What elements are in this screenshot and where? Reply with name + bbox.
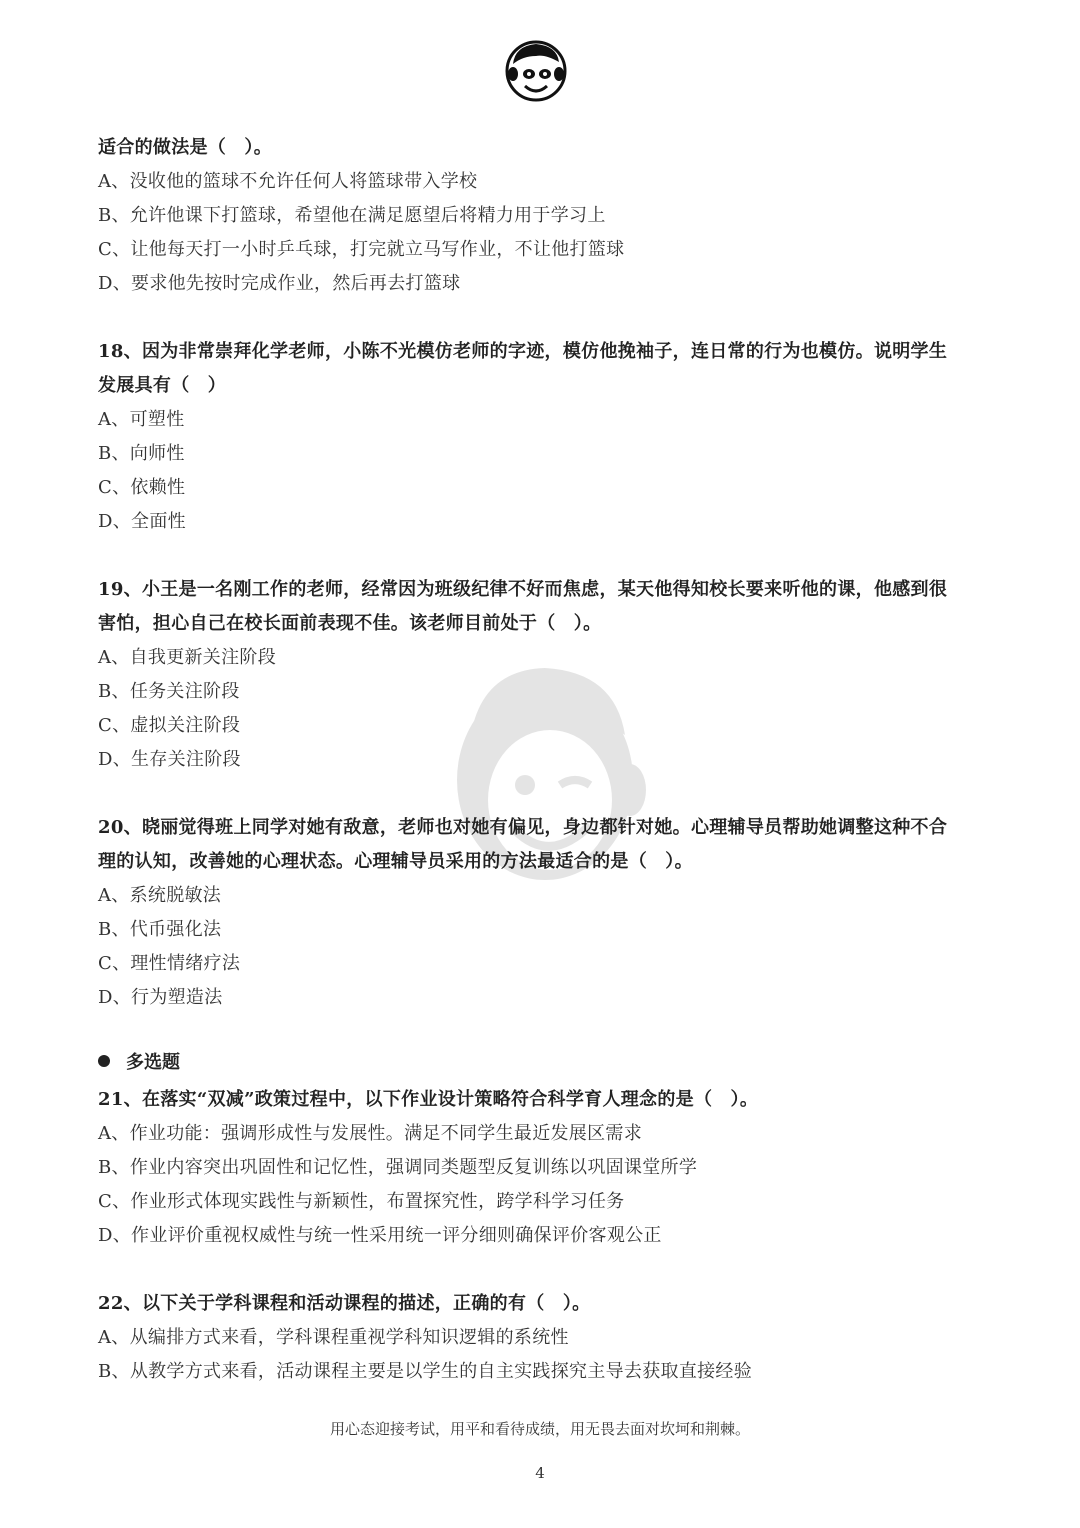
question-19-stem-line-1: 19、小王是一名刚工作的老师，经常因为班级纪律不好而焦虑，某天他得知校长要来听他的课，他感到很 bbox=[98, 579, 948, 600]
question-17-option-a: A、没收他的篮球不允许任何人将篮球带入学校 bbox=[98, 171, 478, 192]
monkey-mascot-icon bbox=[505, 40, 567, 102]
question-17-stem: 适合的做法是（ ）。 bbox=[98, 137, 272, 158]
question-19-option-a: A、自我更新关注阶段 bbox=[98, 647, 276, 668]
question-22-stem: 22、以下关于学科课程和活动课程的描述，正确的有（ ）。 bbox=[98, 1293, 591, 1314]
question-17-option-d: D、要求他先按时完成作业，然后再去打篮球 bbox=[98, 273, 461, 294]
question-20-option-c: C、理性情绪疗法 bbox=[98, 953, 241, 974]
question-19-option-b: B、任务关注阶段 bbox=[98, 681, 240, 702]
question-17-option-b: B、允许他课下打篮球，希望他在满足愿望后将精力用于学习上 bbox=[98, 205, 606, 226]
page-number: 4 bbox=[535, 1464, 545, 1482]
question-19-option-c: C、虚拟关注阶段 bbox=[98, 715, 241, 736]
question-18-option-c: C、依赖性 bbox=[98, 477, 186, 498]
question-20-option-d: D、行为塑造法 bbox=[98, 987, 223, 1008]
question-19-stem-line-2: 害怕，担心自己在校长面前表现不佳。该老师目前处于（ ）。 bbox=[98, 613, 602, 634]
question-19-option-d: D、生存关注阶段 bbox=[98, 749, 241, 770]
question-18-option-d: D、全面性 bbox=[98, 511, 186, 532]
question-21-option-d: D、作业评价重视权威性与统一性采用统一评分细则确保评价客观公正 bbox=[98, 1225, 662, 1246]
question-21-stem: 21、在落实“双减”政策过程中，以下作业设计策略符合科学育人理念的是（ ）。 bbox=[98, 1089, 759, 1110]
question-18-stem-line-1: 18、因为非常崇拜化学老师，小陈不光模仿老师的字迹，模仿他挽袖子，连日常的行为也模仿。说明学生 bbox=[98, 341, 948, 362]
question-20-option-b: B、代币强化法 bbox=[98, 919, 222, 940]
bullet-icon bbox=[98, 1055, 110, 1067]
section-title: 多选题 bbox=[126, 1052, 180, 1073]
question-22-option-a: A、从编排方式来看，学科课程重视学科知识逻辑的系统性 bbox=[98, 1327, 569, 1348]
question-21-option-a: A、作业功能：强调形成性与发展性。满足不同学生最近发展区需求 bbox=[98, 1123, 642, 1144]
question-18-stem-line-2: 发展具有（ ） bbox=[98, 375, 227, 396]
question-21-option-c: C、作业形式体现实践性与新颖性，布置探究性，跨学科学习任务 bbox=[98, 1191, 625, 1212]
question-17-option-c: C、让他每天打一小时乒乓球，打完就立马写作业，不让他打篮球 bbox=[98, 239, 625, 260]
question-21-option-b: B、作业内容突出巩固性和记忆性，强调同类题型反复训练以巩固课堂所学 bbox=[98, 1157, 698, 1178]
question-22-option-b: B、从教学方式来看，活动课程主要是以学生的自主实践探究主导去获取直接经验 bbox=[98, 1361, 753, 1382]
question-20-stem-line-2: 理的认知，改善她的心理状态。心理辅导员采用的方法最适合的是（ ）。 bbox=[98, 851, 693, 872]
question-18-option-b: B、向师性 bbox=[98, 443, 185, 464]
question-18-option-a: A、可塑性 bbox=[98, 409, 185, 430]
question-20-stem-line-1: 20、晓丽觉得班上同学对她有敌意，老师也对她有偏见，身边都针对她。心理辅导员帮助她调整这种不合 bbox=[98, 817, 948, 838]
section-header bbox=[98, 1052, 180, 1074]
question-20-option-a: A、系统脱敏法 bbox=[98, 885, 222, 906]
footer-motto: 用心态迎接考试，用平和看待成绩，用无畏去面对坎坷和荆棘。 bbox=[329, 1420, 750, 1438]
